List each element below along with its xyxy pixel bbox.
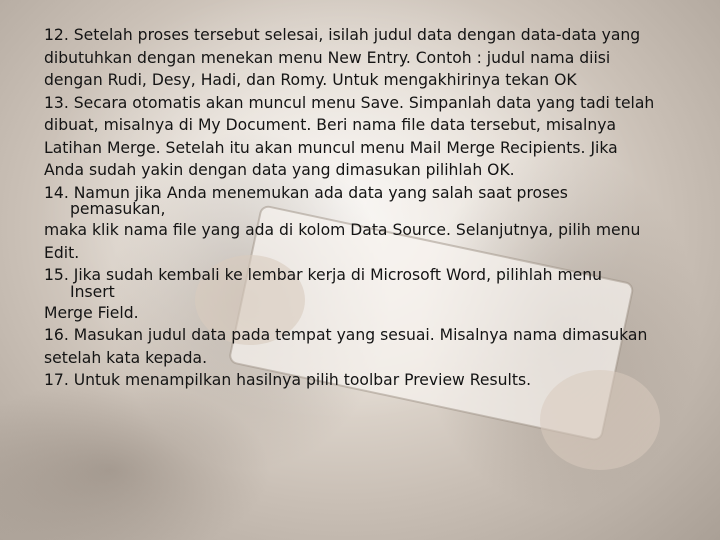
text-line-continued: Insert: [70, 282, 115, 301]
text-line: 13. Secara otomatis akan muncul menu Save. Simpanlah data yang tadi telah: [44, 93, 655, 112]
text-line: Merge Field.: [44, 303, 139, 322]
text-line: Edit.: [44, 243, 80, 262]
text-line: dibuat, misalnya di My Document. Beri nama file data tersebut, misalnya: [44, 116, 617, 134]
text-line: 14. Namun jika Anda menemukan ada data yang salah saat proses: [44, 183, 568, 202]
instruction-text: [44, 24, 694, 392]
text-line: 17. Untuk menampilkan hasilnya pilih toolbar Preview Results.: [44, 371, 532, 389]
text-line-continued: pemasukan,: [70, 200, 166, 218]
text-line: maka klik nama file yang ada di kolom Data Source. Selanjutnya, pilih menu: [44, 221, 641, 239]
text-line: 16. Masukan judul data pada tempat yang sesuai. Misalnya nama dimasukan: [44, 326, 648, 344]
text-line: dengan Rudi, Desy, Hadi, dan Romy. Untuk mengakhirinya tekan OK: [44, 71, 577, 89]
text-line: setelah kata kepada.: [44, 348, 208, 367]
text-line: Anda sudah yakin dengan data yang dimasukan pilihlah OK.: [44, 161, 515, 179]
text-line: 15. Jika sudah kembali ke lembar kerja di Microsoft Word, pilihlah menu: [44, 266, 603, 284]
text-line: dibutuhkan dengan menekan menu New Entry. Contoh : judul nama diisi: [44, 48, 611, 67]
text-line: Latihan Merge. Setelah itu akan muncul menu Mail Merge Recipients. Jika: [44, 138, 618, 157]
text-line: 12. Setelah proses tersebut selesai, isilah judul data dengan data-data yang: [44, 26, 641, 44]
